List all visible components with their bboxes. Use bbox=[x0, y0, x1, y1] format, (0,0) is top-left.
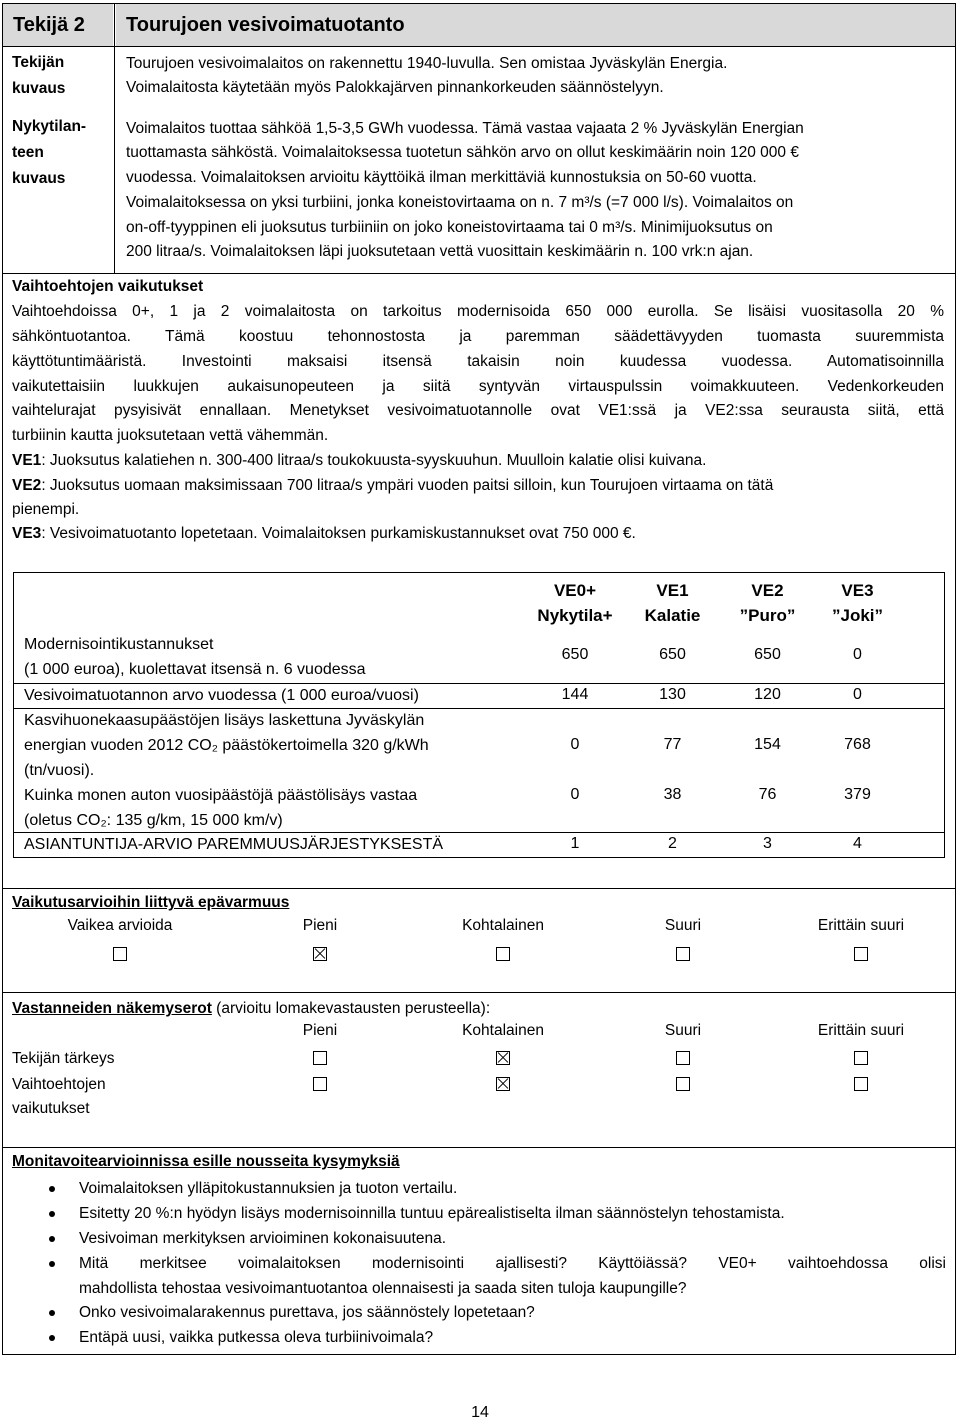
impacts-line: sähköntuotantoa. Tämä koostuu tehonnostosta ja paremman säädettävyyden tuomasta suuremmista bbox=[12, 328, 944, 345]
table-cell: 144 bbox=[561, 686, 589, 703]
table-col-header: VE2 ”Puro” bbox=[739, 581, 796, 625]
views-checkbox[interactable] bbox=[854, 1051, 868, 1065]
factor-title-cell bbox=[116, 4, 955, 46]
table-cell: 379 bbox=[844, 786, 871, 803]
uncertainty-option: Vaikea arvioida bbox=[67, 917, 173, 934]
current-line: on-off-tyyppinen eli juoksutus turbiiniin on joko koneistovirtaama tai 0 m³/s. Minimijuoksutus on bbox=[126, 219, 773, 236]
label-column-divider bbox=[114, 3, 115, 273]
description-line: Tourujoen vesivoimalaitos on rakennettu 1940-luvulla. Sen omistaa Jyväskylän Energia. bbox=[126, 55, 728, 72]
ve2-line-cont: pienempi. bbox=[12, 501, 80, 518]
table-row-label: Kuinka monen auton vuosipäästöjä päästölisäys vastaa (oletus CO₂: 135 g/km, 15 000 km/v) bbox=[24, 787, 418, 829]
table-cell: 1 bbox=[570, 835, 580, 852]
uncertainty-checkbox[interactable] bbox=[854, 947, 868, 961]
ve1-label: VE1 bbox=[12, 452, 42, 469]
impacts-line: vaikutettaisiin luukkujen aukaisunopeuteen ja siitä syntyvän virtauspulssin voimakkuuteen. Vedenkorkeuden bbox=[12, 378, 944, 395]
ve1-line bbox=[12, 449, 706, 473]
impacts-line: käyttötuntimääristä. Investointi maksaisi itsensä takaisin noin kuudessa vuodessa. Automatisoinnilla bbox=[12, 353, 944, 370]
views-checkbox[interactable] bbox=[496, 1051, 510, 1065]
table-cell: 650 bbox=[561, 646, 589, 663]
table-row-label: Vesivoimatuotannon arvo vuodessa (1 000 euroa/vuosi) bbox=[24, 687, 419, 704]
uncertainty-heading: Vaikutusarvioihin liittyvä epävarmuus bbox=[12, 894, 290, 911]
table-cell: 130 bbox=[659, 686, 686, 703]
header-divider bbox=[2, 46, 956, 47]
table-cell: 0 bbox=[853, 646, 862, 663]
table-col-header: VE3 ”Joki” bbox=[831, 581, 884, 625]
ve3-line bbox=[12, 522, 636, 546]
table-cell: 0 bbox=[570, 736, 580, 753]
table-cell: 650 bbox=[754, 646, 781, 663]
current-state-label: Nykytilan- teen kuvaus bbox=[12, 118, 87, 187]
questions-heading: Monitavoitearvioinnissa esille nousseita kysymyksiä bbox=[12, 1153, 400, 1170]
impacts-heading: Vaihtoehtojen vaikutukset bbox=[12, 278, 204, 295]
page-number: 14 bbox=[471, 1404, 489, 1421]
section-divider bbox=[2, 992, 956, 993]
views-checkbox[interactable] bbox=[676, 1077, 690, 1091]
ve3-label: VE3 bbox=[12, 525, 42, 542]
table-row-label: Modernisointikustannukset (1 000 euroa), kuolettavat itsensä n. 6 vuodessa bbox=[24, 636, 366, 678]
views-checkbox[interactable] bbox=[496, 1077, 510, 1091]
current-line: 200 litraa/s. Voimalaitoksen läpi juoksutetaan vettä vuosittain keskimäärin n. 100 vrk:n ajan. bbox=[126, 243, 754, 260]
table-row-label: Kasvihuonekaasupäästöjen lisäys laskettuna Jyväskylän energian vuoden 2012 CO₂ päästökertoimella 320 g/kWh (tn/vuosi). bbox=[24, 712, 429, 779]
views-option: Pieni bbox=[302, 1022, 338, 1039]
uncertainty-option: Erittäin suuri bbox=[817, 917, 905, 934]
table-cell: 0 bbox=[853, 686, 862, 703]
description-divider bbox=[2, 273, 956, 274]
views-row-label: Vaihtoehtojen vaikutukset bbox=[12, 1076, 106, 1117]
bullet-icon bbox=[49, 1211, 55, 1217]
question-item: Voimalaitoksen ylläpitokustannuksien ja tuoton vertailu. bbox=[79, 1180, 458, 1197]
bullet-icon bbox=[49, 1186, 55, 1192]
uncertainty-checkbox[interactable] bbox=[496, 947, 510, 961]
description-line: Voimalaitosta käytetään myös Palokkajärven pinnankorkeuden säännöstelyyn. bbox=[126, 79, 664, 96]
question-item: Mitä merkitsee voimalaitoksen modernisointi ajallisesti? Käyttöiässä? VE0+ vaihtoehdossa olisi bbox=[79, 1255, 946, 1272]
table-cell: 76 bbox=[758, 786, 777, 803]
ve2-text: : Juoksutus uomaan maksimissaan 700 litraa/s ympäri vuoden paitsi silloin, kun Tourujoen virtaama on tätä bbox=[41, 477, 774, 494]
views-row-label: Tekijän tärkeys bbox=[12, 1050, 115, 1067]
table-cell: 650 bbox=[659, 646, 686, 663]
section-divider bbox=[2, 888, 956, 889]
question-item: Esitetty 20 %:n hyödyn lisäys modernisoinnilla tuntuu epärealistiselta ilman säännöstelyn tehostamista. bbox=[79, 1205, 785, 1222]
ve2-label: VE2 bbox=[12, 477, 42, 494]
views-checkbox[interactable] bbox=[854, 1077, 868, 1091]
ve1-text: : Juoksutus kalatiehen n. 300-400 litraa/s toukokuusta-syyskuuhun. Muulloin kalatie olisi kuivana. bbox=[41, 452, 707, 469]
views-option: Kohtalainen bbox=[462, 1022, 544, 1039]
table-cell: 2 bbox=[668, 835, 677, 852]
question-item-cont: mahdollista tehostaa vesivoimantuotantoa olennaisesti ja saada siten tuloja kaupungille? bbox=[79, 1280, 687, 1297]
views-option: Erittäin suuri bbox=[817, 1022, 905, 1039]
uncertainty-option: Suuri bbox=[664, 917, 702, 934]
impacts-line: turbiinin kautta juoksutetaan vettä vähemmän. bbox=[12, 427, 329, 444]
table-cell: 3 bbox=[763, 835, 772, 852]
table-cell: 38 bbox=[663, 786, 682, 803]
factor-label-cell bbox=[3, 4, 113, 46]
table-col-header: VE1 Kalatie bbox=[644, 581, 701, 625]
description-label: Tekijän kuvaus bbox=[12, 54, 66, 97]
views-heading-suffix: (arvioitu lomakevastausten perusteella): bbox=[211, 1000, 491, 1017]
uncertainty-checkbox[interactable] bbox=[676, 947, 690, 961]
uncertainty-option: Pieni bbox=[302, 917, 338, 934]
views-heading-line bbox=[12, 997, 490, 1021]
question-item: Onko vesivoimalarakennus purettava, jos säännöstely lopetetaan? bbox=[79, 1304, 535, 1321]
views-checkbox[interactable] bbox=[313, 1077, 327, 1091]
bullet-icon bbox=[49, 1335, 55, 1341]
question-item: Entäpä uusi, vaikka putkessa oleva turbiinivoimala? bbox=[79, 1329, 434, 1346]
impacts-line: vaihtelurajat pysyisivät ennallaan. Menetykset vesivoimatuotannolle ovat VE1:ssä ja VE2:ssa seurausta siitä, että bbox=[12, 402, 944, 419]
ve2-line bbox=[12, 474, 773, 498]
views-checkbox[interactable] bbox=[313, 1051, 327, 1065]
question-item: Vesivoiman merkityksen arvioiminen kokonaisuutena. bbox=[79, 1230, 447, 1247]
uncertainty-checkbox[interactable] bbox=[313, 947, 327, 961]
current-line: Voimalaitos tuottaa sähköä 1,5-3,5 GWh vuodessa. Tämä vastaa vajaata 2 % Jyväskylän Energian bbox=[126, 120, 804, 137]
current-line: Voimalaitoksessa on yksi turbiini, jonka koneistovirtaama on n. 7 m³/s (=7 000 l/s). Voimalaitos on bbox=[126, 194, 794, 211]
bullet-icon bbox=[49, 1310, 55, 1316]
uncertainty-checkbox[interactable] bbox=[113, 947, 127, 961]
table-cell: 768 bbox=[844, 736, 871, 753]
bullet-icon bbox=[49, 1236, 55, 1242]
views-checkbox[interactable] bbox=[676, 1051, 690, 1065]
table-cell: 120 bbox=[754, 686, 781, 703]
table-cell: 4 bbox=[853, 835, 862, 852]
factor-title: Tourujoen vesivoimatuotanto bbox=[126, 13, 405, 36]
current-line: vuodessa. Voimalaitoksen arvioitu käyttöikä ilman merkittäviä kunnostuksia on 50-60 vuotta. bbox=[126, 169, 757, 186]
table-cell: 154 bbox=[754, 736, 781, 753]
table-col-header: VE0+ Nykytila+ bbox=[537, 581, 613, 625]
impacts-line: Vaihtoehdoissa 0+, 1 ja 2 voimalaitosta on tarkoitus modernisoida 650 000 eurolla. Se lisäisi vuositasolla 20 % bbox=[12, 303, 944, 320]
factor-number: Tekijä 2 bbox=[13, 13, 85, 36]
uncertainty-option: Kohtalainen bbox=[462, 917, 544, 934]
current-line: tuottamasta sähköstä. Voimalaitoksessa tuotetun sähkön arvo on ollut keskimäärin noin 120 000 € bbox=[126, 144, 799, 161]
table-cell: 0 bbox=[570, 786, 580, 803]
table-cell: 77 bbox=[663, 736, 682, 753]
table-row-label: ASIANTUNTIJA-ARVIO PAREMMUUSJÄRJESTYKSESTÄ bbox=[24, 836, 444, 853]
views-heading: Vastanneiden näkemyserot bbox=[12, 1000, 212, 1017]
ve3-text: : Vesivoimatuotanto lopetetaan. Voimalaitoksen purkamiskustannukset ovat 750 000 €. bbox=[41, 525, 636, 542]
views-option: Suuri bbox=[664, 1022, 702, 1039]
bullet-icon bbox=[49, 1261, 55, 1267]
section-divider bbox=[2, 1147, 956, 1148]
